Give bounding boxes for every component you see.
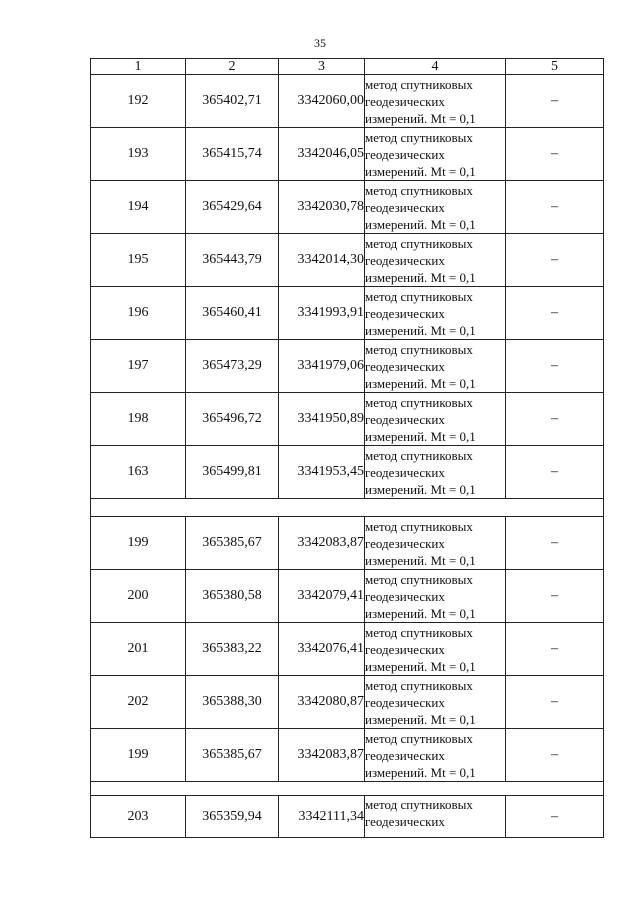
method-line: метод спутниковых bbox=[365, 76, 473, 92]
method-line: измерений. Mt = 0,1 bbox=[365, 216, 476, 232]
y-coordinate: 3342111,34 bbox=[279, 796, 365, 838]
method-line: метод спутниковых bbox=[365, 571, 473, 587]
empty-value-dash: – bbox=[506, 234, 604, 287]
method-description bbox=[365, 234, 506, 287]
y-coordinate: 3341979,06 bbox=[279, 340, 365, 393]
x-coordinate: 365499,81 bbox=[186, 446, 279, 499]
y-coordinate: 3341993,91 bbox=[279, 287, 365, 340]
method-line: метод спутниковых bbox=[365, 677, 473, 693]
empty-value-dash: – bbox=[506, 517, 604, 570]
coordinates-table bbox=[90, 58, 604, 838]
table-row bbox=[91, 128, 604, 181]
method-line: измерений. Mt = 0,1 bbox=[365, 605, 476, 621]
table-row bbox=[91, 676, 604, 729]
x-coordinate: 365388,30 bbox=[186, 676, 279, 729]
method-line: геодезических bbox=[365, 588, 445, 604]
table-row bbox=[91, 181, 604, 234]
x-coordinate: 365385,67 bbox=[186, 517, 279, 570]
table-row bbox=[91, 570, 604, 623]
point-number: 196 bbox=[91, 287, 186, 340]
method-line: измерений. Mt = 0,1 bbox=[365, 163, 476, 179]
point-number: 198 bbox=[91, 393, 186, 446]
method-description bbox=[365, 181, 506, 234]
method-line: измерений. Mt = 0,1 bbox=[365, 711, 476, 727]
y-coordinate: 3342076,41 bbox=[279, 623, 365, 676]
method-description bbox=[365, 446, 506, 499]
method-line: геодезических bbox=[365, 305, 445, 321]
table-row bbox=[91, 623, 604, 676]
table-row bbox=[91, 517, 604, 570]
method-line: измерений. Mt = 0,1 bbox=[365, 322, 476, 338]
method-description bbox=[365, 287, 506, 340]
y-coordinate: 3342083,87 bbox=[279, 517, 365, 570]
method-line: метод спутниковых bbox=[365, 288, 473, 304]
method-description bbox=[365, 75, 506, 128]
method-description bbox=[365, 128, 506, 181]
y-coordinate: 3342079,41 bbox=[279, 570, 365, 623]
method-line: измерений. Mt = 0,1 bbox=[365, 481, 476, 497]
point-number: 201 bbox=[91, 623, 186, 676]
y-coordinate: 3341953,45 bbox=[279, 446, 365, 499]
x-coordinate: 365496,72 bbox=[186, 393, 279, 446]
empty-value-dash: – bbox=[506, 181, 604, 234]
method-line: измерений. Mt = 0,1 bbox=[365, 764, 476, 780]
method-description bbox=[365, 393, 506, 446]
method-line: геодезических bbox=[365, 814, 445, 829]
table-row bbox=[91, 234, 604, 287]
method-line: метод спутниковых bbox=[365, 182, 473, 198]
table-row bbox=[91, 287, 604, 340]
header-col-3: 3 bbox=[279, 59, 365, 75]
empty-value-dash: – bbox=[506, 128, 604, 181]
empty-value-dash: – bbox=[506, 676, 604, 729]
page-number: 35 bbox=[314, 36, 326, 50]
empty-value-dash: – bbox=[506, 340, 604, 393]
empty-value-dash: – bbox=[506, 446, 604, 499]
point-number: 163 bbox=[91, 446, 186, 499]
method-line: измерений. Mt = 0,1 bbox=[365, 269, 476, 285]
method-description bbox=[365, 796, 506, 838]
y-coordinate: 3342060,00 bbox=[279, 75, 365, 128]
method-description bbox=[365, 729, 506, 782]
method-line: измерений. Mt = 0,1 bbox=[365, 428, 476, 444]
table-row bbox=[91, 340, 604, 393]
method-line: метод спутниковых bbox=[365, 518, 473, 534]
method-line: измерений. Mt = 0,1 bbox=[365, 375, 476, 391]
method-line: геодезических bbox=[365, 747, 445, 763]
y-coordinate: 3342080,87 bbox=[279, 676, 365, 729]
x-coordinate: 365380,58 bbox=[186, 570, 279, 623]
table-row bbox=[91, 393, 604, 446]
x-coordinate: 365415,74 bbox=[186, 128, 279, 181]
method-line: геодезических bbox=[365, 252, 445, 268]
x-coordinate: 365429,64 bbox=[186, 181, 279, 234]
method-line: метод спутниковых bbox=[365, 129, 473, 145]
header-col-2: 2 bbox=[186, 59, 279, 75]
point-number: 203 bbox=[91, 796, 186, 838]
header-col-4: 4 bbox=[365, 59, 506, 75]
group-separator-row bbox=[91, 782, 604, 796]
method-line: измерений. Mt = 0,1 bbox=[365, 552, 476, 568]
empty-value-dash: – bbox=[506, 393, 604, 446]
x-coordinate: 365359,94 bbox=[186, 796, 279, 838]
table-row bbox=[91, 446, 604, 499]
method-line: метод спутниковых bbox=[365, 235, 473, 251]
point-number: 199 bbox=[91, 729, 186, 782]
y-coordinate: 3342083,87 bbox=[279, 729, 365, 782]
method-line: геодезических bbox=[365, 411, 445, 427]
group-separator-row bbox=[91, 499, 604, 517]
method-description bbox=[365, 676, 506, 729]
method-line: геодезических bbox=[365, 93, 445, 109]
method-line: метод спутниковых bbox=[365, 341, 473, 357]
method-line: геодезических bbox=[365, 641, 445, 657]
y-coordinate: 3342046,05 bbox=[279, 128, 365, 181]
method-description bbox=[365, 623, 506, 676]
point-number: 195 bbox=[91, 234, 186, 287]
x-coordinate: 365460,41 bbox=[186, 287, 279, 340]
empty-value-dash: – bbox=[506, 729, 604, 782]
method-line: измерений. Mt = 0,1 bbox=[365, 110, 476, 126]
point-number: 199 bbox=[91, 517, 186, 570]
method-line: геодезических bbox=[365, 464, 445, 480]
empty-value-dash: – bbox=[506, 796, 604, 838]
point-number: 200 bbox=[91, 570, 186, 623]
method-line: метод спутниковых bbox=[365, 624, 473, 640]
method-line: геодезических bbox=[365, 199, 445, 215]
point-number: 197 bbox=[91, 340, 186, 393]
header-row bbox=[91, 59, 604, 75]
method-line: метод спутниковых bbox=[365, 394, 473, 410]
table-row bbox=[91, 729, 604, 782]
method-line: метод спутниковых bbox=[365, 730, 473, 746]
header-col-5: 5 bbox=[506, 59, 604, 75]
empty-value-dash: – bbox=[506, 75, 604, 128]
point-number: 202 bbox=[91, 676, 186, 729]
empty-value-dash: – bbox=[506, 570, 604, 623]
method-description bbox=[365, 340, 506, 393]
method-line: метод спутниковых bbox=[365, 797, 473, 812]
empty-value-dash: – bbox=[506, 623, 604, 676]
method-line: геодезических bbox=[365, 535, 445, 551]
x-coordinate: 365402,71 bbox=[186, 75, 279, 128]
point-number: 192 bbox=[91, 75, 186, 128]
table-row bbox=[91, 75, 604, 128]
y-coordinate: 3341950,89 bbox=[279, 393, 365, 446]
point-number: 193 bbox=[91, 128, 186, 181]
method-line: метод спутниковых bbox=[365, 447, 473, 463]
x-coordinate: 365443,79 bbox=[186, 234, 279, 287]
method-line: геодезических bbox=[365, 146, 445, 162]
method-description bbox=[365, 517, 506, 570]
method-line: геодезических bbox=[365, 694, 445, 710]
x-coordinate: 365383,22 bbox=[186, 623, 279, 676]
y-coordinate: 3342030,78 bbox=[279, 181, 365, 234]
group-separator-cell bbox=[91, 499, 604, 517]
empty-value-dash: – bbox=[506, 287, 604, 340]
x-coordinate: 365385,67 bbox=[186, 729, 279, 782]
group-separator-cell bbox=[91, 782, 604, 796]
method-line: геодезических bbox=[365, 358, 445, 374]
table-row bbox=[91, 796, 604, 838]
y-coordinate: 3342014,30 bbox=[279, 234, 365, 287]
point-number: 194 bbox=[91, 181, 186, 234]
x-coordinate: 365473,29 bbox=[186, 340, 279, 393]
header-col-1: 1 bbox=[91, 59, 186, 75]
method-line: измерений. Mt = 0,1 bbox=[365, 658, 476, 674]
method-description bbox=[365, 570, 506, 623]
